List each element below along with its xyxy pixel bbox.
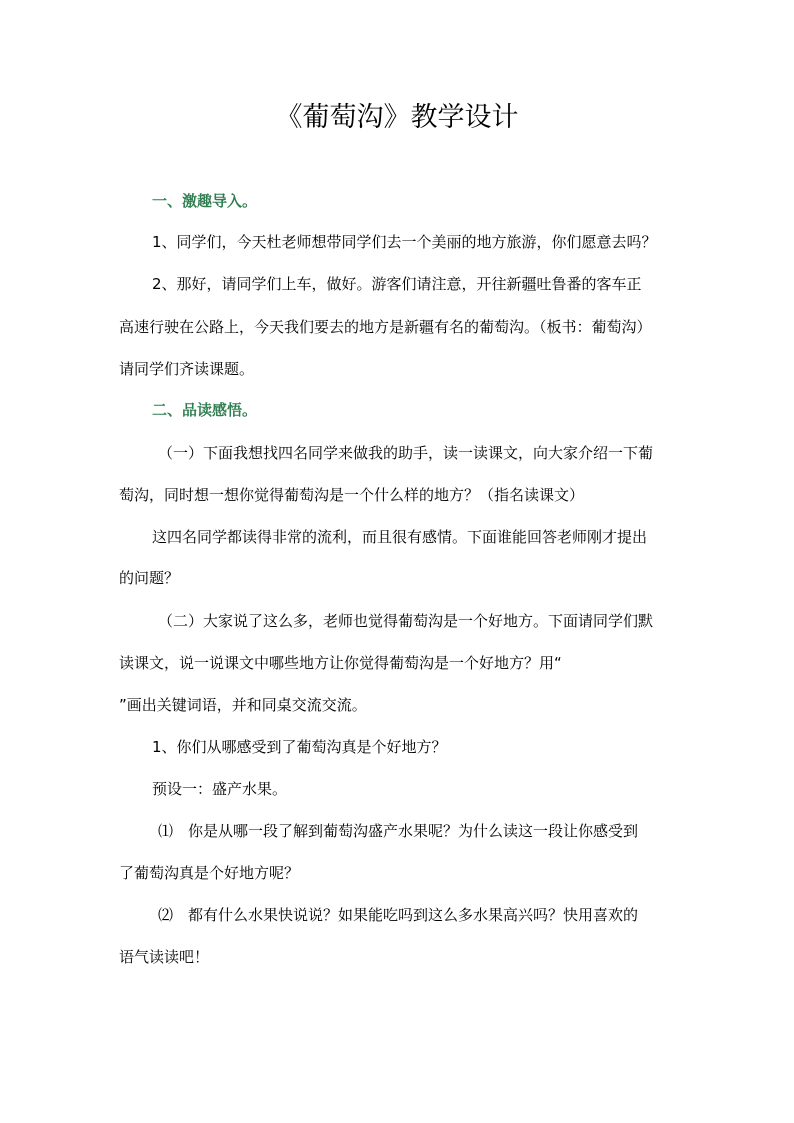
paragraph-line: 萄沟，同时想一想你觉得葡萄沟是一个什么样的地方？（指名读课文） <box>119 486 585 504</box>
paragraph-line: 请同学们齐读课题。 <box>119 360 255 378</box>
paragraph-line: （二）大家说了这么多，老师也觉得葡萄沟是一个好地方。下面请同学们默 <box>158 612 654 630</box>
paragraph-line: 这四名同学都读得非常的流利，而且很有感情。下面谁能回答老师刚才提出 <box>152 528 648 546</box>
paragraph-line: 了葡萄沟真是个好地方呢？ <box>119 864 300 882</box>
paragraph-line: 的问题？ <box>119 569 180 587</box>
paragraph-line: 高速行驶在公路上，今天我们要去的地方是新疆有名的葡萄沟。（板书：葡萄沟） <box>119 318 652 336</box>
paragraph-line: 语气读读吧！ <box>119 948 210 966</box>
paragraph-line: 1、你们从哪感受到了葡萄沟真是个好地方？ <box>152 738 447 756</box>
paragraph-line: ⑴ 你是从哪一段了解到葡萄沟盛产水果呢？为什么读这一段让你感受到 <box>158 822 639 840</box>
section-heading-reading: 二、品读感悟。 <box>152 401 258 419</box>
paragraph-line: 2、那好，请同学们上车，做好。游客们请注意，开往新疆吐鲁番的客车正 <box>152 275 642 293</box>
paragraph-line: 读课文，说一说课文中哪些地方让你觉得葡萄沟是一个好地方？用“ <box>119 654 562 672</box>
section-heading-intro: 一、激趣导入。 <box>152 192 258 210</box>
document-title: 《葡萄沟》教学设计 <box>275 102 519 133</box>
paragraph-line: 预设一：盛产水果。 <box>152 780 288 798</box>
paragraph-line: ”画出关键词语，并和同桌交流交流。 <box>119 696 367 714</box>
paragraph-line: ⑵ 都有什么水果快说说？如果能吃吗到这么多水果高兴吗？快用喜欢的 <box>158 906 639 924</box>
paragraph-line: 1、同学们，今天杜老师想带同学们去一个美丽的地方旅游，你们愿意去吗？ <box>152 233 657 251</box>
paragraph-line: （一）下面我想找四名同学来做我的助手，读一读课文，向大家介绍一下葡 <box>158 444 654 462</box>
